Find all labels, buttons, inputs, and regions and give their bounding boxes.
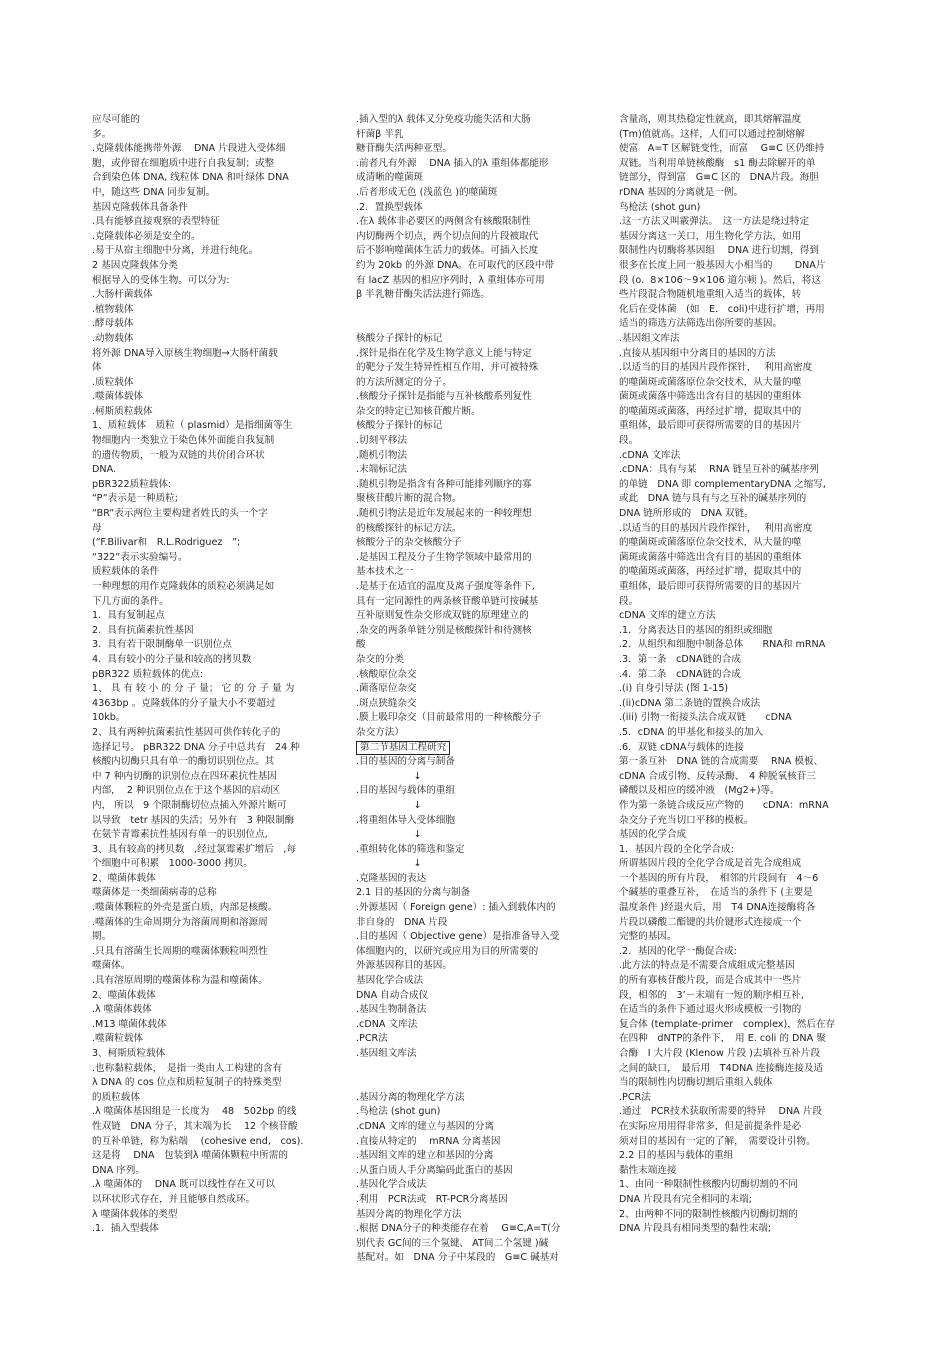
text-line: 鸟枪法 (shot gun) (619, 201, 701, 213)
text-line: 质粒载体的条件 (92, 566, 160, 578)
text-line: .2．基因的化学一酶促合成: (619, 945, 737, 957)
text-line: .外源基因（ Foreign gene）: 插入到载体内的 (356, 902, 556, 914)
text-line: 须对目的基因有一定的了解， 需要设计引物。 (619, 1135, 816, 1147)
text-line: 杆菌β 半乳 (356, 128, 404, 140)
text-line: 复合体 (template-primer complex)，然后在存 (619, 1018, 836, 1030)
text-line: 的噬菌斑或菌落原位杂交技术，从大量的噬 (619, 376, 802, 388)
text-line: 使富 A=T 区解链变性，而富 G≡C 区仍维持 (619, 143, 825, 155)
text-line: (Tm)值就高。这样，人们可以通过控制熔解 (619, 128, 805, 140)
text-line: 2、具有两种抗菌素抗性基因可供作转化子的 (92, 726, 281, 738)
text-line: 有 lacZ 基因的相应序列时，λ 重组体亦可用 (356, 274, 545, 286)
text-line: .核酸原位杂交 (356, 668, 417, 680)
text-line: .在λ 载体非必要区的两侧含有核酸限制性 (356, 216, 531, 228)
text-line: .2．置换型载体 (356, 201, 423, 213)
text-line: 这是将 DNA 包装到λ 噬菌体颗粒中所需的 (92, 1150, 288, 1162)
text-line: 杂交的分类 (356, 653, 404, 665)
text-column-1 (92, 113, 328, 1237)
text-line: (“F.Bilivar和 R.L.Rodriguez ”; (92, 537, 241, 549)
text-line: 体细胞内的，以研究或应用为目的所需要的 (356, 945, 539, 957)
text-line: 期。 (92, 931, 112, 943)
text-line: 段 (o. 8×106～9×106 道尔顿 )。然后，将这 (619, 274, 821, 286)
text-line: .以适当的目的基因片段作探针， 利用高密度 (619, 362, 813, 374)
text-line: 母 (92, 522, 102, 534)
text-line: 在四种 dNTP的条件下， 用 E. coli 的 DNA 聚 (619, 1033, 826, 1045)
text-line: 基因化学合成法 (356, 975, 424, 987)
text-line: .前者凡有外源 DNA 插入的λ 重组体都能形 (356, 157, 549, 169)
text-line: .大肠杆菌载体 (92, 289, 153, 301)
text-line: .插入型的λ 载体又分免疫功能失活和大肠 (356, 114, 531, 125)
text-line: 根据导入的受体生物。可以分为: (92, 274, 230, 286)
text-line: .λ 噬菌体基因组是一长度为 48 502bp 的线 (92, 1106, 297, 1118)
text-line: 个细胞中可积累 1000-3000 拷贝。 (92, 858, 253, 870)
text-line: 或此 DNA 链与具有与之互补的碱基序列的 (619, 493, 807, 505)
text-line: 2、噬菌体载体 (92, 989, 156, 1001)
text-line: 物细胞内一类独立于染色体外面能自我复制 (92, 435, 275, 447)
text-line: 非自身的 DNA 片段 (356, 916, 448, 928)
text-line: 噬菌体。 (92, 960, 131, 972)
text-line: 一个基因的所有片段， 相邻的片段间有 4～6 (619, 872, 819, 884)
text-line: 的质粒载体 (92, 1091, 140, 1103)
text-line: .是基因工程及分子生物学领域中最常用的 (356, 551, 532, 563)
text-line: .克隆载体必须是安全的。 (92, 230, 201, 242)
text-line: 段。 (619, 595, 639, 607)
text-line: rDNA 基因的分离就是一例。 (619, 186, 744, 198)
text-line: .重组转化体的筛选和鉴定 (356, 843, 465, 855)
text-line: .这一方法又叫霰弹法。 这一方法是绕过特定 (619, 216, 810, 228)
text-line: 段。 (619, 435, 639, 447)
text-line: .(i) 自身引导法 (图 1-15) (619, 683, 729, 695)
text-line: ↓ (356, 858, 422, 870)
text-line: ↓ (356, 829, 422, 841)
text-line: 基因克隆载体具备条件 (92, 201, 188, 213)
text-line: .后者形成无色 (浅蓝色 )的噬菌斑 (356, 186, 498, 198)
text-line: .也称黏粒载体， 是指一类由人工构建的含有 (92, 1062, 283, 1074)
text-line (356, 1062, 592, 1077)
text-line (356, 317, 592, 332)
text-line: .M13 噬菌体载体 (92, 1018, 167, 1030)
text-line: 2 基因克隆载体分类 (92, 259, 178, 271)
text-line (356, 1076, 592, 1091)
text-line: 具有一定同源性的两条核苷酸单链可按碱基 (356, 595, 539, 607)
text-line: λ 噬菌体载体的类型 (92, 1208, 178, 1220)
text-line: 3、具有较高的拷贝数 ,经过氯霉素扩增后 ,每 (92, 843, 297, 855)
text-line: 的遗传物质，一般为双链的共价闭合环状 (92, 449, 265, 461)
text-line: 温度条件 )经退火后，用 T4 DNA连接酶将各 (619, 902, 816, 914)
text-line: 双链。当利用单链核酸酶 s1 酶去除解开的单 (619, 157, 816, 169)
text-line: .杂交的两条单链分别是核酸探针和待测核 (356, 624, 532, 636)
text-line: 的噬菌斑或菌落，再经过扩增，提取其中的 (619, 405, 802, 417)
text-line: 的核酸探针的标记方法。 (356, 522, 462, 534)
text-line: 磷酸以及相应的缓冲液 (Mg2+)等。 (619, 785, 780, 797)
text-line: .噬菌体颗粒的外壳是蛋白质，内部是核酸。 (92, 902, 278, 914)
text-line: 的单链 DNA 即 complementaryDNA 之缩写, (619, 478, 826, 490)
text-line: 内， 所以 9 个限制酶切位点插入外源片断可 (92, 799, 287, 811)
text-line: 第一条互补 DNA 链的合成需要 RNA 模板、 (619, 756, 824, 768)
text-line: 1、由同一种限制性核酸内切酶切割的不同 (619, 1179, 798, 1191)
text-line: .植物载体 (92, 303, 134, 315)
text-line: .酵母载体 (92, 318, 134, 330)
text-line: .基因生物制备法 (356, 1004, 427, 1016)
text-line: .随机引物法是近年发展起来的一种较理想 (356, 508, 532, 520)
text-line (356, 741, 592, 756)
text-line: .λ 噬菌体的 DNA 既可以线性存在又可以 (92, 1179, 275, 1191)
text-line: 多。 (92, 128, 112, 140)
text-line: 杂交分子充当切口平移的模板。 (619, 814, 754, 826)
text-line: 基因分离的物理化学方法 (356, 1208, 462, 1220)
text-line: .直接从特定的 mRNA 分离基因 (356, 1135, 501, 1147)
text-line: .根据 DNA分子的种类能存在着 G≡C,A=T(分 (356, 1223, 561, 1235)
text-line: .随机引物是指含有各种可能排列顺序的寡 (356, 478, 532, 490)
text-line: .克隆基因的表达 (356, 872, 427, 884)
text-line: 1．基因片段的全化学合成: (619, 843, 734, 855)
text-line (356, 303, 592, 318)
text-line: .利用 PCR法或 RT-PCR分离基因 (356, 1193, 508, 1205)
text-line: .从蛋白质人手分离编码此蛋白的基因 (356, 1164, 513, 1176)
text-line: 的靶分子发生特异性相互作用，并可被特殊 (356, 362, 539, 374)
text-line: .质粒载体 (92, 376, 134, 388)
text-line: 聚核苷酸片断的混合物。 (356, 493, 462, 505)
text-line: .动物载体 (92, 332, 134, 344)
text-line: .克隆载体能携带外源 DNA 片段进入受体细 (92, 143, 286, 155)
text-line: 2、由两种不同的限制性核酸内切酶切割的 (619, 1208, 798, 1220)
text-line: 重组体，最后即可获得所需要的目的基因片 (619, 420, 802, 432)
text-line: DNA 序列。 (92, 1164, 145, 1176)
text-line: .随机引物法 (356, 449, 408, 461)
text-line: 糖苷酶失活两种亚型。 (356, 143, 452, 155)
text-line: 体 (92, 362, 102, 374)
text-column-2 (356, 113, 592, 1266)
text-line: β 半乳糖苷酶失活法进行筛选。 (356, 289, 490, 301)
text-line: .(ii)cDNA 第二条链的置换合成法 (619, 697, 761, 709)
text-line: 2.1 目的基因的分离与制备 (356, 887, 471, 899)
text-line: .1．分离表达目的基因的组织或细胞 (619, 624, 773, 636)
text-line: 基本技术之一 (356, 566, 414, 578)
text-line: 1、 具 有 较 小 的 分 子 量； 它 的 分 子 量 为 (92, 683, 295, 695)
text-line: .探针是指在化学及生物学意义上能与特定 (356, 347, 532, 359)
text-line: .切刻平移法 (356, 435, 408, 447)
text-line: 所谓基因片段的全化学合成是首先合成组成 (619, 858, 802, 870)
text-line: 的噬菌斑或菌落原位杂交技术，从大量的噬 (619, 537, 802, 549)
text-line: .目的基因的分离与制备 (356, 756, 455, 768)
text-line: 以导致 tetr 基因的失活；另外有 3 种限制酶 (92, 814, 295, 826)
text-line: .噬菌体载体 (92, 391, 144, 403)
boxed-heading: 第二节基因工程研究 (356, 741, 450, 755)
text-line: .是基于在适宜的温度及离子强度等条件下, (356, 581, 535, 592)
text-line: 含量高，则其热稳定性就高，即其熔解温度 (619, 114, 802, 125)
text-line: 些片段混合物随机地重组入适当的载体，转 (619, 289, 802, 301)
text-line: 噬菌体是一类细菌病毒的总称 (92, 887, 217, 899)
text-line: 互补原则复性杂交形成双链的原理建立的 (356, 610, 529, 622)
text-line: .只具有溶菌生长周期的噬菌体颗粒叫烈性 (92, 945, 268, 957)
text-line: .cDNA：具有与某 RNA 链呈互补的碱基序列 (619, 464, 819, 476)
text-line: 在实际应用用得非常多，但是前提条件是必 (619, 1120, 802, 1132)
text-line: .PCR法 (356, 1033, 388, 1045)
text-line: .易于从宿主细胞中分离，并进行纯化。 (92, 245, 259, 257)
text-line: 重组体，最后即可获得所需要的目的基因片 (619, 581, 802, 592)
text-line: 别代表 GC间的三个氢键、 AT间二个氢键 )碱 (356, 1237, 549, 1249)
text-line: 黏性末端连接 (619, 1164, 677, 1176)
text-line: .此方法的特点是不需要合成组成完整基因 (619, 960, 795, 972)
text-line: 1、质粒载体 质粒（ plasmid）是指细菌等生 (92, 420, 293, 432)
text-line: .噬菌体的生命周期分为溶菌周期和溶源周 (92, 916, 268, 928)
text-line: .2．从组织和细胞中制备总体 RNA和 mRNA (619, 639, 826, 651)
text-line: 在适当的条件下通过退火形成模板一引物的 (619, 1004, 802, 1016)
text-line: 应尽可能的 (92, 114, 140, 125)
text-line: .柯斯质粒载体 (92, 405, 153, 417)
text-line: 作为第一条链合成反应产物的 cDNA：mRNA (619, 799, 829, 811)
text-line: 基因的化学合成 (619, 829, 687, 841)
text-line: .1．插入型载体 (92, 1223, 159, 1235)
text-line: 核酸分子探针的标记 (356, 420, 443, 432)
text-line: 3. 具有若干限制酶单一识别位点 (92, 639, 232, 651)
text-line: ↓ (356, 799, 422, 811)
text-line: ↓ (356, 770, 422, 782)
text-line: .通过 PCR技术获取所需要的特异 DNA 片段 (619, 1106, 822, 1118)
text-line: 合酶 I 大片段 (Klenow 片段 )去填补互补片段 (619, 1048, 821, 1059)
text-line: DNA 片段具有相同类型的黏性末端; (619, 1223, 772, 1235)
text-line: 在氨苄青霉素抗性基因有单一的识别位点, (92, 829, 268, 841)
text-line: 内切酶两个切点，两个切点间的片段被取代 (356, 230, 539, 242)
text-line: DNA. (92, 464, 117, 476)
text-line: .cDNA 文库法 (356, 1018, 418, 1030)
text-line: 4363bp 。克隆载体的分子量大小不要超过 (92, 697, 276, 709)
text-line: .目的基因与载体的重组 (356, 785, 455, 797)
text-line: 1. 具有复制起点 (92, 610, 165, 622)
text-line: 内部， 2 种识别位点在于这个基因的启动区 (92, 785, 280, 797)
text-line: .5．cDNA 的甲基化和接头的加入 (619, 726, 764, 738)
text-line: .PCR法 (619, 1091, 651, 1103)
text-line: .斑点狭缝杂交 (356, 697, 417, 709)
text-line: 2、噬菌体载体 (92, 872, 156, 884)
text-line: 合到染色体 DNA, 线粒体 DNA 和叶绿体 DNA (92, 172, 289, 184)
text-line: 将外源 DNA导入原核生物细胞→大肠杆菌载 (92, 347, 278, 359)
text-line: 杂交的特定已知核苷酸片断。 (356, 405, 481, 417)
text-line: 核酸分子探针的标记 (356, 332, 443, 344)
text-line: 外源基因称目的基因。 (356, 960, 452, 972)
text-line: .4．第二条 cDNA链的合成 (619, 668, 741, 680)
text-line: 一种理想的用作克隆载体的质粒必须满足如 (92, 581, 275, 592)
text-line: .6．双链 cDNA与载体的连接 (619, 741, 744, 753)
text-line: .cDNA 文库的建立与基因的分离 (356, 1120, 495, 1132)
text-line: .核酸分子探针是指能与互补核酸系列复性 (356, 391, 532, 403)
text-line: 约为 20kb 的外源 DNA。在可取代的区段中带 (356, 259, 555, 271)
text-line: .基因分离的物理化学方法 (356, 1091, 465, 1103)
text-line: 的噬菌斑或菌落，再经过扩增，提取其中的 (619, 566, 802, 578)
text-line: 中，随这些 DNA 同步复制。 (92, 186, 216, 198)
text-line: pBR322质粒载体: (92, 478, 172, 490)
text-line: .cDNA 文库法 (619, 449, 681, 461)
text-line: .λ 噬菌体载体 (92, 1004, 152, 1016)
text-line: .鸟枪法 (shot gun) (356, 1106, 441, 1118)
text-line: .3．第一条 cDNA链的合成 (619, 653, 741, 665)
text-line: 限制性内切酶将基因组 DNA 进行切割，得到 (619, 245, 819, 257)
text-line: 完整的基因。 (619, 931, 677, 943)
text-line: “322”表示实验编号。 (92, 551, 188, 563)
text-line: pBR322 质粒载体的优点: (92, 668, 204, 680)
text-column-3 (619, 113, 855, 1237)
text-line: 菌斑或菌落中筛选出含有目的基因的重组体 (619, 551, 802, 563)
text-line: 酸 (356, 639, 366, 651)
text-line: 后不影响噬菌体生活力的载体。可插入长度 (356, 245, 539, 257)
text-line: 成清晰的噬菌斑 (356, 172, 424, 184)
text-line: 杂交方法） (356, 726, 404, 738)
text-line: 基配对。如 DNA 分子中某段的 G≡C 碱基对 (356, 1252, 559, 1264)
text-line: 2.2 目的基因与载体的重组 (619, 1150, 734, 1162)
text-line: 化后在受体菌 (如 E. coli)中进行扩增，再用 (619, 303, 825, 315)
text-line: 下几方面的条件。 (92, 595, 169, 607)
text-line: .基因组文库的建立和基因的分离 (356, 1150, 494, 1162)
text-line: 菌斑或菌落中筛选出含有目的基因的重组体 (619, 391, 802, 403)
text-line: .噬菌粒载体 (92, 1033, 144, 1045)
text-line: 之间的缺口， 最后用 T4DNA 连接酶连接及适 (619, 1062, 824, 1074)
text-line: 个碱基的重叠互补， 在适当的条件下 (主要是 (619, 887, 813, 899)
text-line: 选择记号。 pBR322 DNA 分子中总共有 24 种 (92, 741, 300, 753)
text-line: .基因组文库法 (356, 1048, 417, 1059)
text-line: .以适当的目的基因片段作探针， 利用高密度 (619, 522, 813, 534)
text-line: 2. 具有抗菌素抗性基因 (92, 624, 194, 636)
text-line: “BR”表示两位主要构建者姓氏的头一个字 (92, 508, 268, 520)
text-line: DNA 自动合成仪 (356, 989, 429, 1001)
text-line: 胞，或停留在细胞质中进行自我复制；或整 (92, 157, 275, 169)
text-line: .末端标记法 (356, 464, 408, 476)
text-line: cDNA 合成引物、反转录酶、 4 种脱氧核苷三 (619, 770, 816, 782)
text-line: 链部分，得到富 G≡C 区的 DNA片段。海胆 (619, 172, 819, 184)
text-line: .具有溶原周期的噬菌体称为温和噬菌体。 (92, 975, 268, 987)
text-line: 的所有寡核苷酸片段，而是合成其中一些片 (619, 975, 802, 987)
text-line: 以环状形式存在，并且能够自然成环。 (92, 1193, 256, 1205)
text-line: .基因化学合成法 (356, 1179, 427, 1191)
text-line: .菌落原位杂交 (356, 683, 417, 695)
text-line: 基因分离这一关口，用生物化学方法，如用 (619, 230, 802, 242)
text-line: .膜上吸印杂交（目前最常用的一种核酸分子 (356, 712, 542, 724)
text-line: 当的限制性内切酶切割后重组入载体 (619, 1077, 773, 1089)
text-line: “P”表示是一种质粒; (92, 493, 178, 505)
text-line: 3、柯斯质粒载体 (92, 1048, 166, 1059)
text-line: 适当的筛选方法筛选出你所要的基因。 (619, 318, 783, 330)
text-line: 核酸分子的杂交核酸分子 (356, 537, 462, 549)
text-line: 10kb。 (92, 712, 126, 724)
text-line: .直接从基因组中分离目的基因的方法 (619, 347, 776, 359)
text-line: 片段以磷酸二酯键的共价键形式连接成一个 (619, 916, 802, 928)
text-line: .(iii) 引物一衔接头法合成双链 cDNA (619, 712, 792, 724)
text-line: DNA 片段具有完全相同的末端; (619, 1193, 752, 1205)
text-line: 的互补单链，称为粘端 (cohesive end, cos). (92, 1135, 304, 1147)
text-line: .基因组文库法 (619, 332, 680, 344)
text-line: DNA 链所形成的 DNA 双链。 (619, 508, 754, 520)
text-line: .目的基因（ Objective gene）是指准备导入受 (356, 931, 560, 943)
text-line: 中 7 种内切酶的识别位点在四环素抗性基因 (92, 770, 277, 782)
text-line: 很多在长度上同一般基因大小相当的 DNA片 (619, 259, 826, 271)
text-line: cDNA 文库的建立方法 (619, 610, 716, 622)
text-line: .具有能够直接观察的表型特征 (92, 216, 220, 228)
text-line: .将重组体导入受体细胞 (356, 814, 455, 826)
text-line: 性双链 DNA 分子，其末端为长 12 个核苷酸 (92, 1120, 298, 1132)
text-line: 4. 具有较小的分子量和较高的拷贝数 (92, 653, 252, 665)
text-line: λ DNA 的 cos 位点和质粒复制子的特殊类型 (92, 1077, 282, 1089)
text-line: 段，相邻的 3’－末端有一短的顺序相互补, (619, 989, 804, 1001)
text-line: 的方法所测定的分子。 (356, 376, 452, 388)
text-line: 核酸内切酶只具有单一的酶切识别位点。其 (92, 756, 275, 768)
